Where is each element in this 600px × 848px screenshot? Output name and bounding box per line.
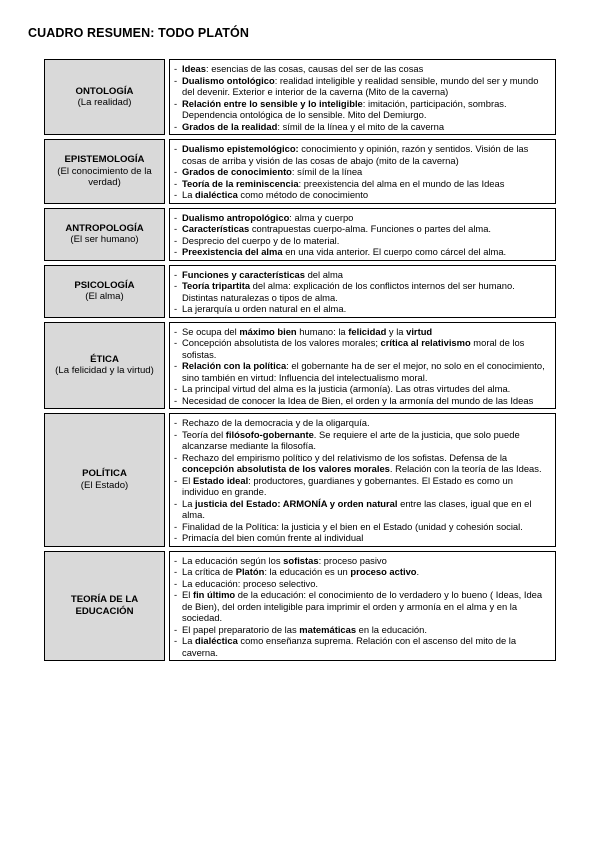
text-run: El papel preparatorio de las — [182, 623, 300, 635]
text-run: La crítica de — [182, 566, 236, 577]
section-subtitle: (El ser humano) — [70, 234, 139, 245]
bullet-item — [174, 246, 551, 258]
section-row — [45, 265, 556, 317]
text-run: Teoría del — [182, 428, 226, 440]
text-run: entre las clases, igual que en el alma. — [182, 497, 532, 520]
text-run: : proceso pasivo — [318, 554, 387, 566]
bold-term: crítica al relativismo — [380, 337, 471, 348]
bullet-item — [174, 98, 551, 121]
bold-term: Dualismo antropológico — [182, 211, 290, 223]
text-run: Concepción absolutista de los valores morales; — [182, 337, 381, 348]
section-row — [45, 60, 556, 135]
text-run: : imitación, participación, sombras. Dependencia ontológica de lo sensible. Mito del Demiurgo. — [182, 97, 507, 120]
bullet-item — [174, 63, 551, 75]
text-run: La — [182, 635, 196, 646]
section-name: ONTOLOGÍA — [75, 85, 134, 97]
text-run: La educación según los — [182, 554, 284, 566]
bullet-item — [174, 417, 551, 429]
section-label-cell — [45, 208, 165, 260]
bold-term: Características — [182, 223, 250, 234]
bold-term: Teoría de la reminiscencia — [182, 177, 299, 189]
bullet-item — [174, 452, 551, 475]
text-run: La — [182, 497, 196, 509]
bold-term: máximo bien — [239, 325, 297, 337]
bold-term: Relación con la política — [182, 360, 287, 371]
text-run: : alma y cuerpo — [289, 211, 354, 223]
text-run: : la educación es un — [264, 566, 351, 577]
bold-term: Dualismo epistemológico: — [182, 143, 299, 154]
bold-term: Teoría tripartita — [182, 280, 251, 291]
section-subtitle: (El alma) — [85, 291, 124, 302]
text-run: La educación: proceso selectivo. — [182, 577, 319, 589]
bold-term: felicidad — [348, 325, 387, 337]
section-label-cell — [45, 60, 165, 135]
section-name: ÉTICA — [90, 353, 119, 365]
bullet-list — [174, 143, 551, 201]
bold-term: sofistas — [283, 554, 319, 566]
bold-term: Ideas — [182, 63, 206, 74]
bullet-item — [174, 269, 551, 281]
section-name: PSICOLOGÍA — [74, 279, 135, 291]
section-content-cell — [170, 551, 556, 661]
bold-term: Grados de la realidad — [182, 120, 278, 132]
text-run: El — [182, 589, 193, 600]
section-subtitle: (La felicidad y la virtud) — [55, 365, 154, 377]
bullet-item — [174, 532, 551, 544]
text-run: El — [182, 474, 193, 486]
text-run: y la — [386, 325, 407, 337]
section-label-cell — [45, 265, 165, 317]
section-content-cell — [170, 140, 556, 204]
bold-term: matemáticas — [299, 623, 357, 635]
section-subtitle: (La realidad) — [77, 97, 132, 108]
text-run: . Se requiere el arte de la justicia, que solo puede alcanzarse mediante la filosofía. — [182, 428, 520, 451]
text-run: conocimiento y opinión, razón y sentidos. Visión de las cosas de arriba y visión de las cosas de abajo (mito de la caverna) — [182, 143, 529, 166]
bullet-list — [174, 212, 551, 258]
section-name: EPISTEMOLOGÍA — [64, 154, 145, 165]
text-run: : productores, guardianes y gobernantes. El Estado es como un individuo en grande. — [182, 474, 513, 497]
text-run: : esencias de las cosas, causas del ser de las cosas — [205, 63, 424, 74]
text-run: humano: la — [296, 325, 349, 337]
bullet-item — [174, 521, 551, 533]
section-row — [45, 140, 556, 204]
section-name: POLÍTICA — [82, 468, 127, 480]
section-content-cell — [170, 322, 556, 409]
section-label-cell — [45, 322, 165, 409]
bullet-item — [174, 635, 551, 658]
text-run: como enseñanza suprema. Relación con el ascenso del mito de la caverna. — [182, 635, 517, 658]
bullet-item — [174, 337, 551, 360]
section-label-cell — [45, 551, 165, 661]
section-content-cell — [170, 208, 556, 260]
bullet-list — [174, 269, 551, 315]
section-name: TEORÍA DE LA EDUCACIÓN — [70, 594, 139, 617]
text-run: La jerarquía u orden natural en el alma. — [182, 303, 347, 314]
bold-term: fin último — [192, 589, 236, 600]
text-run: en una vida anterior. El cuerpo como cárcel del alma. — [282, 246, 507, 257]
bold-term: Platón — [235, 566, 265, 577]
text-run: : realidad inteligible y realidad sensible, mundo del ser y mundo del devenir. Exterior e interior de la caverna (Mito de la caverna) — [182, 74, 539, 97]
bullet-item — [174, 383, 551, 395]
text-run: : preexistencia del alma en el mundo de las Ideas — [298, 177, 505, 189]
document-title: CUADRO RESUMEN: TODO PLATÓN — [28, 26, 249, 40]
text-run: Necesidad de conocer la Idea de Bien, el orden y la armonía del mundo de las Ideas — [182, 394, 534, 406]
text-run: del alma: explicación de los conflictos internos del ser humano. Distintas naturalezas o tipos de alma. — [182, 280, 515, 303]
bullet-item — [174, 578, 551, 590]
bold-term: dialéctica — [195, 635, 238, 646]
bullet-item — [174, 303, 551, 315]
text-run: en la educación. — [356, 623, 427, 635]
bold-term: Relación entre lo sensible y lo inteligible — [182, 97, 363, 109]
text-run: Desprecio del cuerpo y de lo material. — [182, 234, 340, 246]
text-run: Se ocupa del — [182, 325, 240, 337]
text-run: Finalidad de la Política: la justicia y el bien en el Estado (unidad y cohesión social. — [182, 520, 523, 532]
text-run: como método de conocimiento — [237, 189, 369, 200]
bold-term: Estado ideal — [192, 474, 249, 486]
section-row — [45, 208, 556, 260]
bullet-item — [174, 566, 551, 578]
bold-term: justicia del Estado: ARMONÍA y orden natural — [195, 497, 398, 509]
bold-term: virtud — [406, 325, 433, 337]
bullet-item — [174, 326, 551, 338]
bullet-item — [174, 178, 551, 190]
bullet-item — [174, 223, 551, 235]
text-run: moral de los sofistas. — [182, 337, 525, 360]
bullet-list — [174, 417, 551, 544]
section-label-cell — [45, 140, 165, 204]
bold-term: Funciones y características — [182, 268, 305, 280]
bullet-item — [174, 121, 551, 133]
summary-table — [44, 59, 556, 661]
bullet-item — [174, 395, 551, 407]
text-run: : el gobernante ha de ser el mejor, no solo en el conocimiento, sino también en virtud: Influencia del intelectualismo moral. — [182, 360, 545, 383]
text-run: contrapuestas cuerpo-alma. Funciones o partes del alma. — [249, 223, 492, 234]
bullet-item — [174, 280, 551, 303]
bullet-item — [174, 429, 551, 452]
text-run: La principal virtud del alma es la justicia (armonía). Las otras virtudes del alma. — [182, 383, 511, 394]
bullet-item — [174, 143, 551, 166]
bullet-list — [174, 63, 551, 132]
text-run: . Relación con la teoría de las Ideas. — [389, 463, 542, 474]
section-label-cell — [45, 414, 165, 547]
bullet-item — [174, 75, 551, 98]
section-content-cell — [170, 414, 556, 547]
section-subtitle: (El Estado) — [80, 479, 129, 491]
bold-term: dialéctica — [195, 189, 238, 200]
bullet-item — [174, 189, 551, 201]
text-run: . — [416, 566, 420, 577]
text-run: Primacía del bien común frente al individual — [182, 532, 364, 543]
section-name: ANTROPOLOGÍA — [65, 222, 144, 234]
bullet-item — [174, 360, 551, 383]
text-run: Rechazo del empirismo político y del relativismo de los sofistas. Defensa de la — [182, 451, 508, 463]
bullet-list — [174, 326, 551, 407]
bullet-item — [174, 235, 551, 247]
bullet-item — [174, 498, 551, 521]
text-run: : símil de la línea y el mito de la caverna — [277, 120, 445, 132]
section-row — [45, 551, 556, 661]
section-row — [45, 322, 556, 409]
section-row — [45, 414, 556, 547]
text-run: del alma — [304, 268, 344, 280]
section-content-cell — [170, 60, 556, 135]
bold-term: Grados de conocimiento — [182, 166, 292, 177]
bold-term: filósofo-gobernante — [225, 428, 314, 440]
bullet-item — [174, 212, 551, 224]
bullet-item — [174, 475, 551, 498]
text-run: : símil de la línea — [291, 166, 363, 177]
text-run: La — [182, 189, 196, 200]
text-run: Rechazo de la democracia y de la oligarquía. — [182, 417, 370, 428]
bold-term: Dualismo ontológico — [182, 74, 275, 86]
bold-term: proceso activo — [350, 566, 417, 577]
text-run: de la educación: el conocimiento de lo verdadero y lo bueno ( Ideas, Idea de Bien), del orden inteligible para imprimir el orden y armonía en el alma y en la sociedad. — [182, 589, 543, 623]
bullet-item — [174, 624, 551, 636]
bold-term: Preexistencia del alma — [182, 246, 283, 257]
bullet-list — [174, 555, 551, 659]
bullet-item — [174, 589, 551, 624]
section-subtitle: (El conocimiento de la verdad) — [57, 165, 152, 188]
bullet-item — [174, 166, 551, 178]
section-content-cell — [170, 265, 556, 317]
bold-term: concepción absolutista de los valores morales — [182, 463, 390, 474]
bullet-item — [174, 555, 551, 567]
